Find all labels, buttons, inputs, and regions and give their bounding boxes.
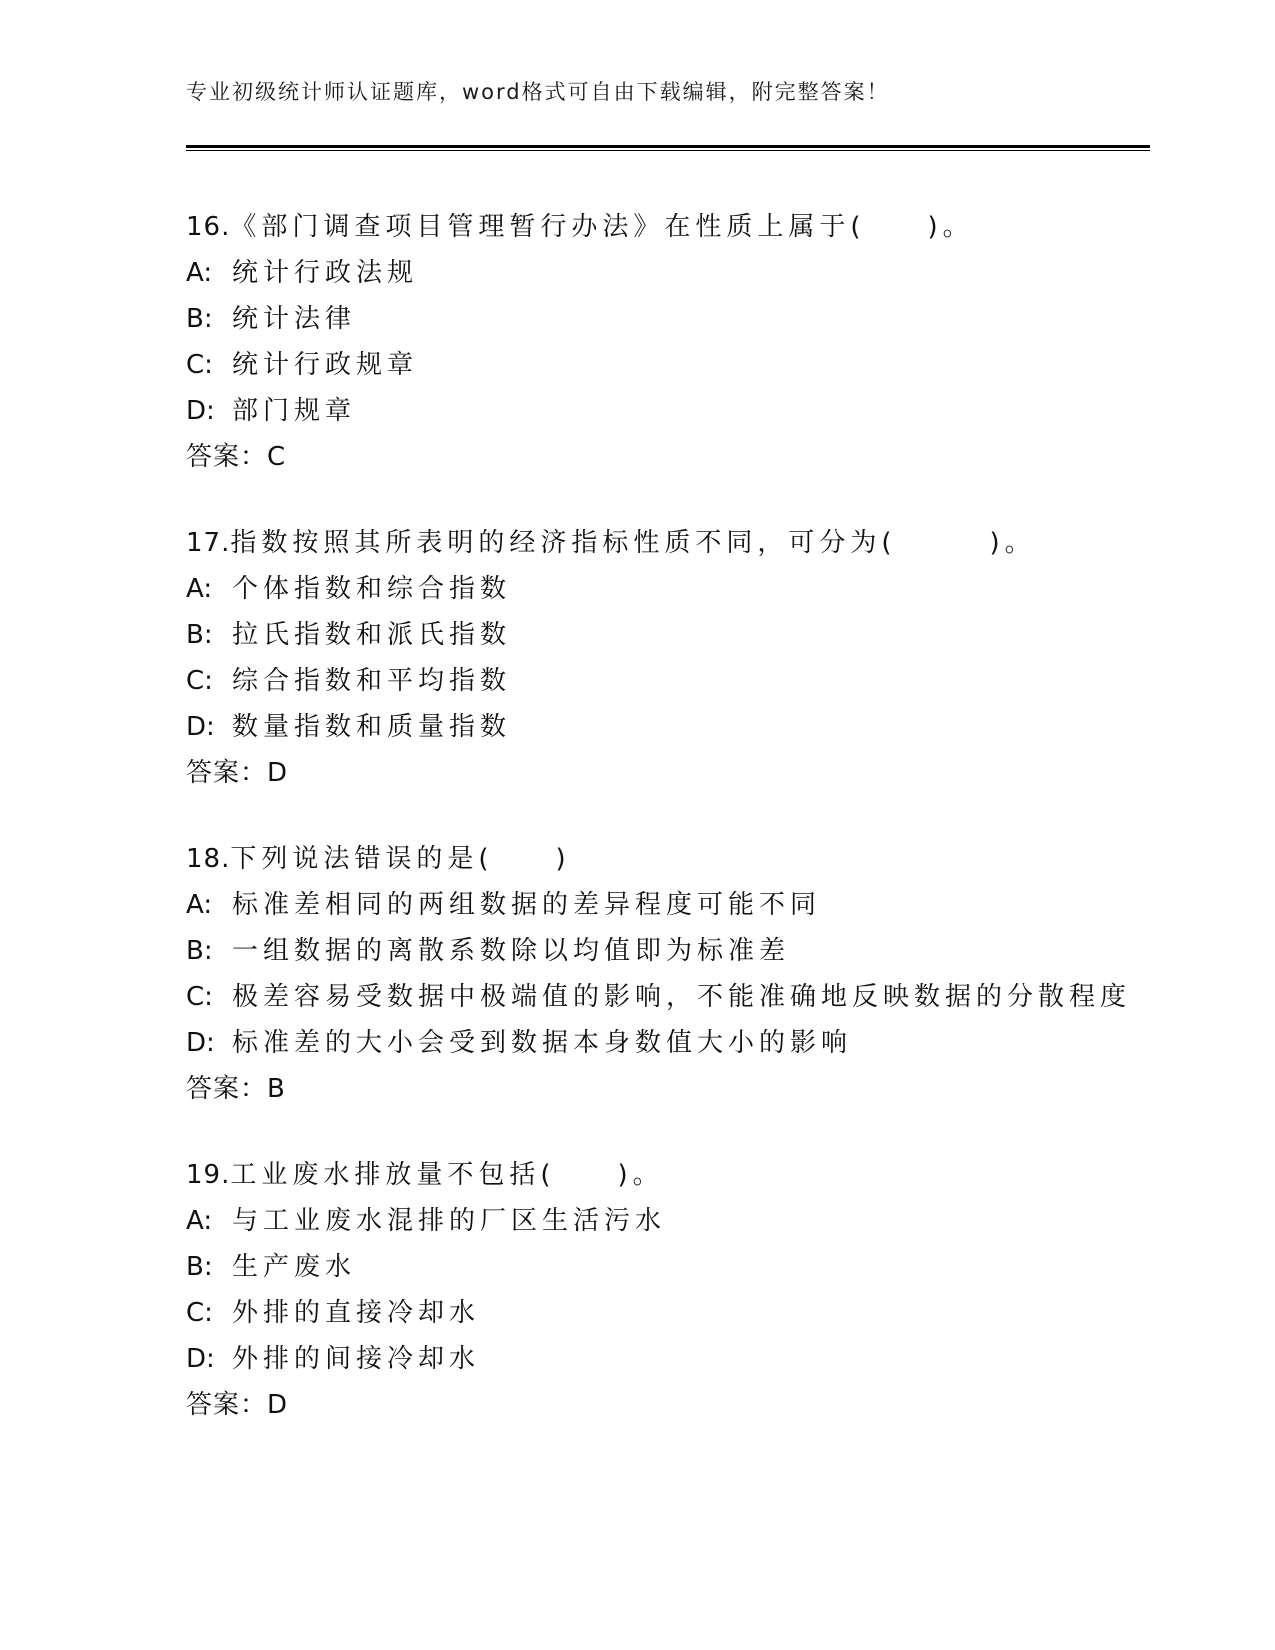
option-text: 统计法律 <box>232 304 357 334</box>
option-d <box>186 388 1186 434</box>
option-letter: A: <box>186 890 213 920</box>
answer-line: 答案：D <box>186 1390 289 1420</box>
header-rule-thick <box>186 145 1150 148</box>
option-d <box>186 1336 1186 1382</box>
question-17 <box>186 520 1186 796</box>
question-text: 下列说法错误的是( ) <box>230 844 571 874</box>
option-letter: C: <box>186 666 213 696</box>
option-text: 拉氏指数和派氏指数 <box>232 620 512 650</box>
option-letter: A: <box>186 258 213 288</box>
option-c <box>186 342 1186 388</box>
answer-line: 答案：D <box>186 758 289 788</box>
header-rule-thin <box>186 150 1150 151</box>
option-a <box>186 1198 1186 1244</box>
option-letter: B: <box>186 1252 213 1282</box>
option-b <box>186 612 1186 658</box>
option-text: 数量指数和质量指数 <box>232 712 512 742</box>
question-number: 19. <box>186 1160 231 1190</box>
option-text: 生产废水 <box>232 1252 357 1282</box>
question-list <box>186 204 1186 1468</box>
question-stem <box>186 1152 1186 1198</box>
option-letter: D: <box>186 1028 215 1058</box>
option-text: 与工业废水混排的厂区生活污水 <box>232 1206 667 1236</box>
option-d <box>186 1020 1186 1066</box>
question-19 <box>186 1152 1186 1428</box>
option-text: 极差容易受数据中极端值的影响，不能准确地反映数据的分散程度 <box>232 982 1132 1012</box>
option-d <box>186 704 1186 750</box>
option-text: 外排的间接冷却水 <box>232 1344 481 1374</box>
document-header: 专业初级统计师认证题库，word格式可自由下载编辑，附完整答案！ <box>186 80 890 104</box>
option-letter: A: <box>186 1206 213 1236</box>
option-text: 标准差相同的两组数据的差异程度可能不同 <box>232 890 822 920</box>
option-text: 标准差的大小会受到数据本身数值大小的影响 <box>232 1028 853 1058</box>
option-b <box>186 296 1186 342</box>
option-letter: D: <box>186 1344 215 1374</box>
option-letter: B: <box>186 620 213 650</box>
option-letter: C: <box>186 350 213 380</box>
option-text: 部门规章 <box>232 396 357 426</box>
question-text: 工业废水排放量不包括( )。 <box>230 1160 664 1190</box>
option-b <box>186 1244 1186 1290</box>
answer-line: 答案：B <box>186 1074 286 1104</box>
question-stem <box>186 520 1186 566</box>
option-text: 一组数据的离散系数除以均值即为标准差 <box>232 936 791 966</box>
option-a <box>186 566 1186 612</box>
question-number: 16. <box>186 212 231 242</box>
question-18 <box>186 836 1186 1112</box>
question-stem <box>186 836 1186 882</box>
option-c <box>186 974 1186 1020</box>
option-letter: B: <box>186 304 213 334</box>
option-letter: A: <box>186 574 213 604</box>
option-c <box>186 1290 1186 1336</box>
question-number: 17. <box>186 528 231 558</box>
option-text: 综合指数和平均指数 <box>232 666 512 696</box>
option-c <box>186 658 1186 704</box>
question-text: 《部门调查项目管理暂行办法》在性质上属于( )。 <box>230 212 974 242</box>
option-letter: C: <box>186 982 213 1012</box>
option-letter: C: <box>186 1298 213 1328</box>
answer-line: 答案：C <box>186 442 287 472</box>
option-text: 统计行政法规 <box>232 258 419 288</box>
option-letter: B: <box>186 936 213 966</box>
option-b <box>186 928 1186 974</box>
option-a <box>186 882 1186 928</box>
question-stem <box>186 204 1186 250</box>
question-number: 18. <box>186 844 231 874</box>
option-text: 个体指数和综合指数 <box>232 574 512 604</box>
option-text: 统计行政规章 <box>232 350 419 380</box>
question-16 <box>186 204 1186 480</box>
option-letter: D: <box>186 712 215 742</box>
option-a <box>186 250 1186 296</box>
option-letter: D: <box>186 396 215 426</box>
option-text: 外排的直接冷却水 <box>232 1298 481 1328</box>
question-text: 指数按照其所表明的经济指标性质不同，可分为( )。 <box>230 528 1036 558</box>
